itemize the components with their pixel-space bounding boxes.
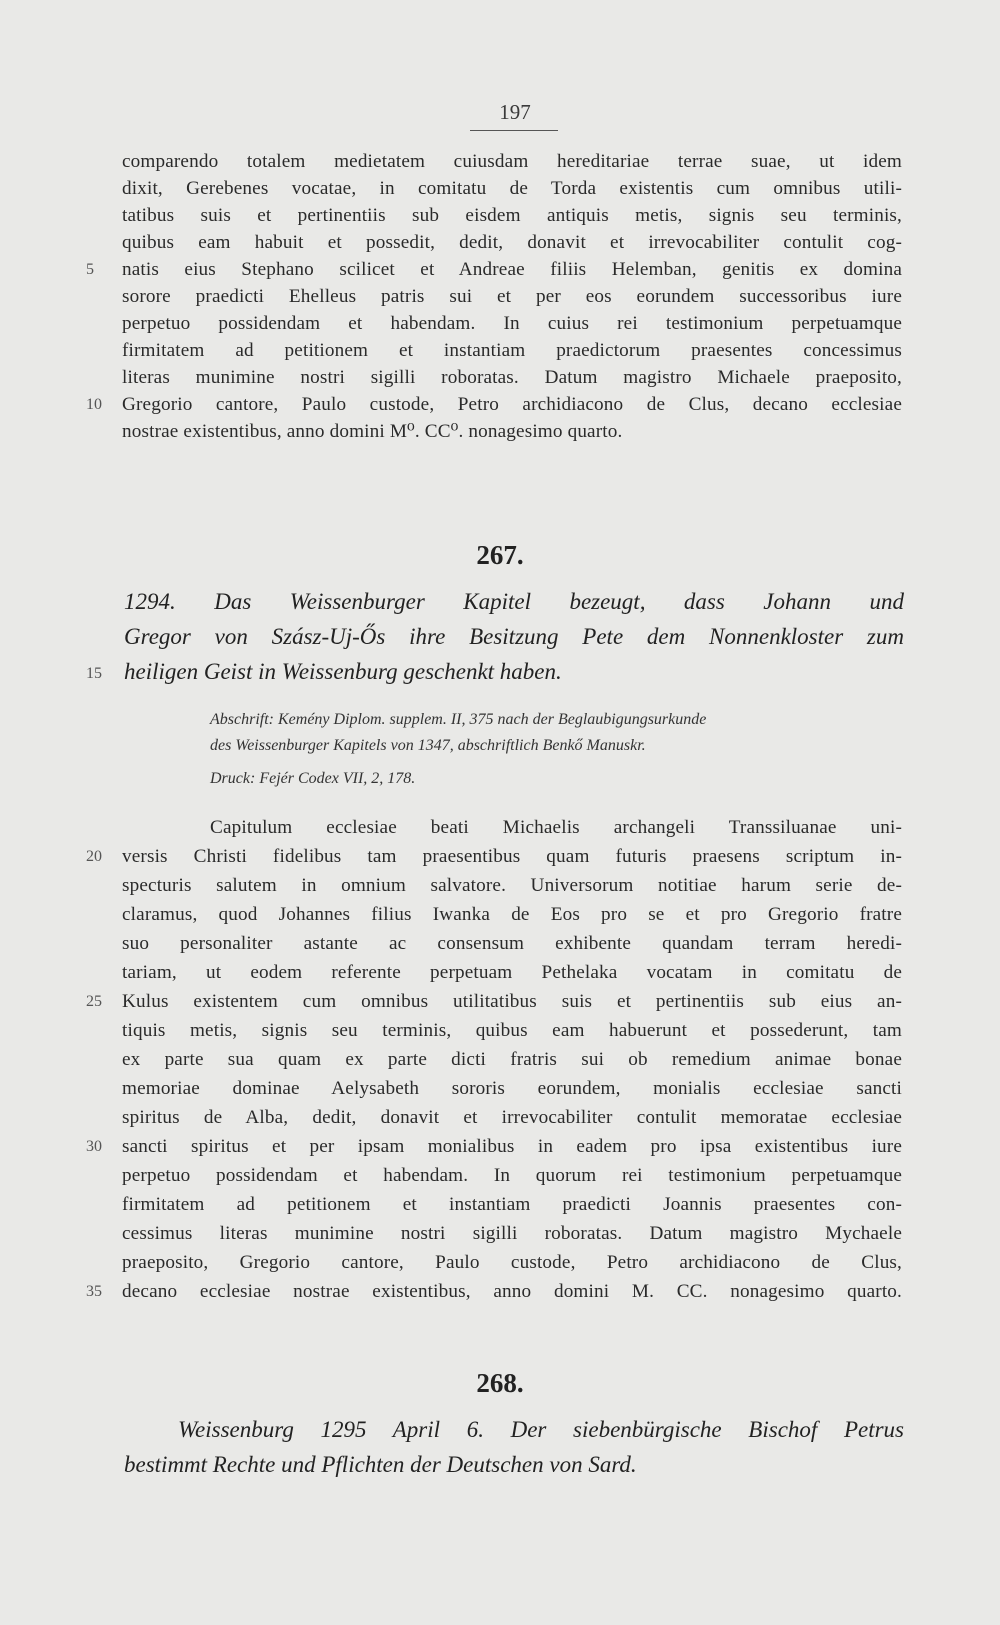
- line-number: 15: [86, 665, 102, 682]
- text-line: claramus, quod Johannes filius Iwanka de Eos pro se et pro Gregorio fratre: [122, 904, 902, 925]
- text-line: literas munimine nostri sigilli roboratas. Datum magistro Michaele praeposito,: [122, 367, 902, 388]
- text-line: sancti spiritus et per ipsam monialibus in eadem pro ipsa existentibus iure: [122, 1136, 902, 1157]
- text-line: Capitulum ecclesiae beati Michaelis archangeli Transsiluanae uni-: [210, 817, 902, 838]
- text-line: tariam, ut eodem referente perpetuam Pethelaka vocatam in comitatu de: [122, 962, 902, 983]
- text-line: tatibus suis et pertinentiis sub eisdem antiquis metis, signis seu terminis,: [122, 205, 902, 226]
- text-line: spiritus de Alba, dedit, donavit et irrevocabiliter contulit memoratae ecclesiae: [122, 1107, 902, 1128]
- line-number: 5: [86, 261, 94, 278]
- text-line: tiquis metis, signis seu terminis, quibus eam habuerunt et possederunt, tam: [122, 1020, 902, 1041]
- text-line: Gregorio cantore, Paulo custode, Petro archidiacono de Clus, decano ecclesiae: [122, 394, 902, 415]
- text-line: decano ecclesiae nostrae existentibus, anno domini M. CC. nonagesimo quarto.: [122, 1281, 902, 1302]
- text-line: firmitatem ad petitionem et instantiam praedictorum praesentes concessimus: [122, 340, 902, 361]
- text-line: ex parte sua quam ex parte dicti fratris sui ob remedium animae bonae: [122, 1049, 902, 1070]
- text-line: versis Christi fidelibus tam praesentibus quam futuris praesens scriptum in-: [122, 846, 902, 867]
- text-line: specturis salutem in omnium salvatore. Universorum notitiae harum serie de-: [122, 875, 902, 896]
- text-line: natis eius Stephano scilicet et Andreae filiis Helemban, genitis ex domina: [122, 259, 902, 280]
- document-number-267: 267.: [476, 540, 524, 570]
- regest-line: Gregor von Szász-Uj-Ős ihre Besitzung Pete dem Nonnenkloster zum: [124, 624, 904, 649]
- source-line: Abschrift: Kemény Diplom. supplem. II, 375 nach der Beglaubigungsurkunde: [210, 711, 707, 728]
- text-line: quibus eam habuit et possedit, dedit, donavit et irrevocabiliter contulit cog-: [122, 232, 902, 253]
- source-line: des Weissenburger Kapitels von 1347, abschriftlich Benkő Manuskr.: [210, 737, 646, 754]
- source-line: Druck: Fejér Codex VII, 2, 178.: [210, 770, 416, 787]
- regest-line: Weissenburg 1295 April 6. Der siebenbürgische Bischof Petrus: [178, 1417, 904, 1442]
- line-number: 25: [86, 993, 102, 1010]
- line-number: 10: [86, 396, 102, 413]
- line-number: 30: [86, 1138, 102, 1155]
- text-line: perpetuo possidendam et habendam. In quorum rei testimonium perpetuamque: [122, 1165, 902, 1186]
- regest-line: bestimmt Rechte und Pflichten der Deutschen von Sard.: [124, 1452, 637, 1477]
- text-line: dixit, Gerebenes vocatae, in comitatu de Torda existentis cum omnibus utili-: [122, 178, 902, 199]
- line-number: 35: [86, 1283, 102, 1300]
- text-line: praeposito, Gregorio cantore, Paulo custode, Petro archidiacono de Clus,: [122, 1252, 902, 1273]
- text-line: cessimus literas munimine nostri sigilli roboratas. Datum magistro Mychaele: [122, 1223, 902, 1244]
- regest-line: heiligen Geist in Weissenburg geschenkt haben.: [124, 659, 562, 684]
- page-number-rule: [470, 130, 558, 131]
- page-number: 197: [499, 100, 531, 124]
- text-line: sorore praedicti Ehelleus patris sui et per eos eorundem successoribus iure: [122, 286, 902, 307]
- regest-line: 1294. Das Weissenburger Kapitel bezeugt, dass Johann und: [124, 589, 904, 614]
- text-line: suo personaliter astante ac consensum exhibente quandam terram heredi-: [122, 933, 902, 954]
- document-number-268: 268.: [476, 1368, 524, 1398]
- text-line: firmitatem ad petitionem et instantiam praedicti Joannis praesentes con-: [122, 1194, 902, 1215]
- text-line: memoriae dominae Aelysabeth sororis eorundem, monialis ecclesiae sancti: [122, 1078, 902, 1099]
- text-line: comparendo totalem medietatem cuiusdam hereditariae terrae suae, ut idem: [122, 151, 902, 172]
- text-line: Kulus existentem cum omnibus utilitatibus suis et pertinentiis sub eius an-: [122, 991, 902, 1012]
- text-line: perpetuo possidendam et habendam. In cuius rei testimonium perpetuamque: [122, 313, 902, 334]
- line-number: 20: [86, 848, 102, 865]
- text-line: nostrae existentibus, anno domini M⁰. CC⁰. nonagesimo quarto.: [122, 421, 623, 442]
